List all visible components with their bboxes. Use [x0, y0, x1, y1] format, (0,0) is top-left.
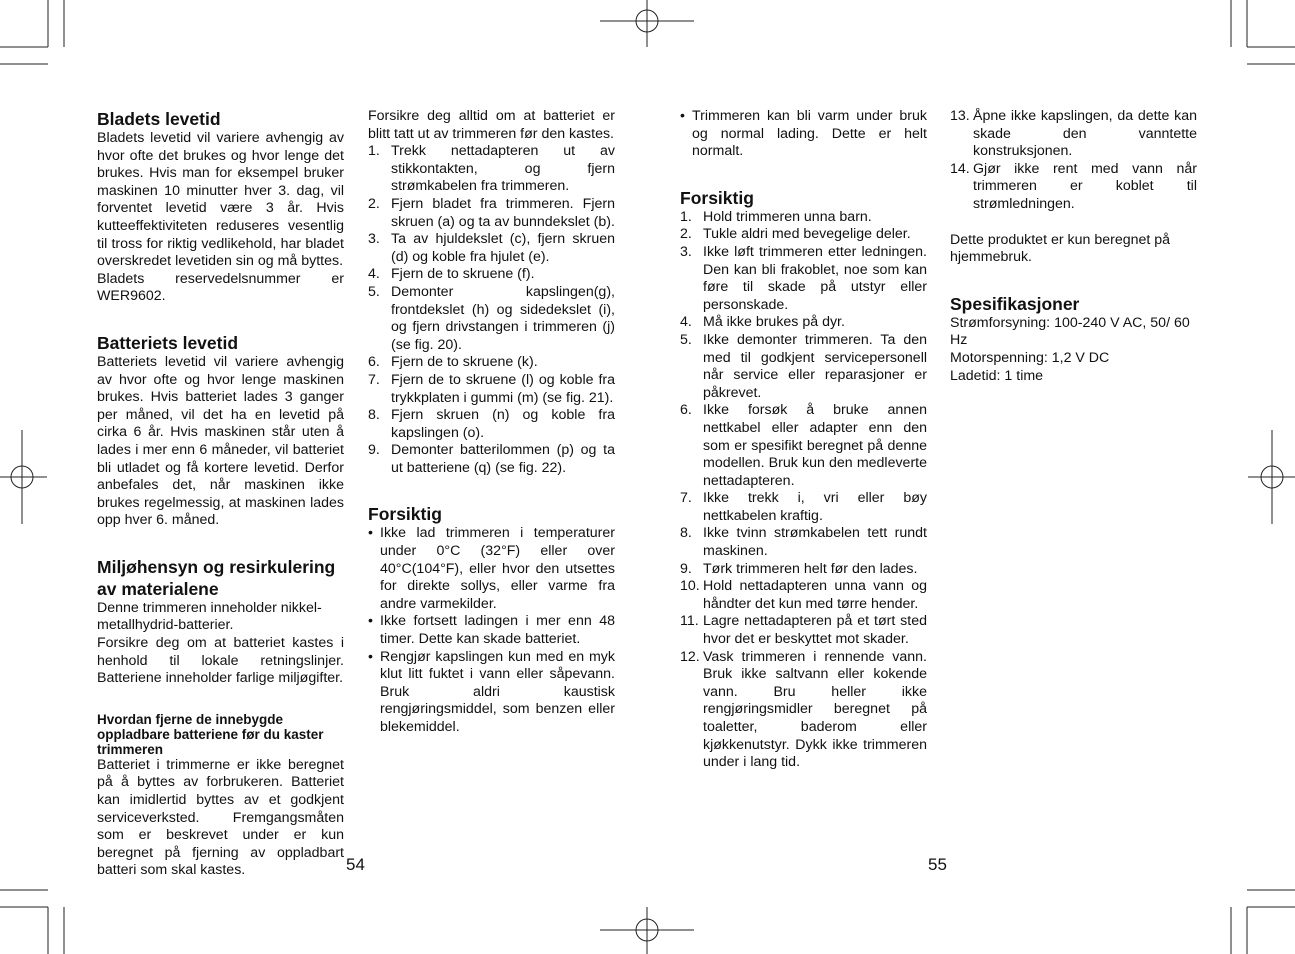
step-number: 7. — [368, 371, 380, 388]
list-item — [680, 649, 927, 772]
step-number: 2. — [368, 195, 380, 212]
list-item — [680, 613, 927, 648]
column-1 — [97, 108, 344, 880]
step-number: 8. — [680, 525, 692, 542]
list-item — [680, 402, 927, 490]
step-text: Ikke forsøk å bruke annen nettkabel eller adapter enn den som er spesifikt beregnet på denne modellen. Bruk kun den medleverte nettadapteren. — [703, 402, 927, 489]
section-title-caution: Forsiktig — [368, 504, 442, 525]
list-item — [368, 231, 615, 266]
bullet-mark: • — [368, 525, 373, 542]
list-item — [950, 161, 1197, 214]
subsection-title-remove-batteries: Hvordan fjerne de innebygde oppladbare batteriene før du kaster trimmeren — [97, 711, 324, 757]
step-number: 6. — [368, 354, 380, 371]
page-number-right: 55 — [928, 855, 947, 874]
paragraph: Denne trimmeren inneholder nikkel-metallhydrid-batterier. — [97, 599, 322, 634]
step-number: 5. — [368, 283, 380, 300]
bullet-mark: • — [368, 613, 373, 630]
paragraph: Bladets reservedelsnummer er WER9602. — [97, 270, 344, 305]
spec-power-supply: Strømforsyning: 100-240 V AC, 50/ 60 Hz — [950, 314, 1190, 349]
step-text: Lagre nettadapteren på et tørt sted hvor det er beskyttet mot skader. — [703, 613, 927, 648]
list-item — [680, 226, 927, 244]
step-number: 2. — [680, 226, 692, 243]
list-item — [368, 525, 615, 613]
step-text: Åpne ikke kapslingen, da dette kan skade den vanntette konstruksjonen. — [973, 108, 1197, 160]
paragraph: Forsikre deg alltid om at batteriet er blitt tatt ut av trimmeren før den kastes. — [368, 108, 615, 142]
step-number: 9. — [368, 442, 380, 459]
list-item — [680, 244, 927, 314]
paragraph: Forsikre deg om at batteriet kastes i henhold til lokale retningslinjer. Batteriene inneholder farlige miljøgifter. — [97, 635, 344, 687]
page-number-left: 54 — [346, 855, 365, 874]
step-text: Hold nettadapteren unna vann og håndter det kun med tørre hender. — [703, 578, 927, 612]
section-title-caution: Forsiktig — [680, 187, 754, 208]
step-number: 12. — [680, 648, 700, 665]
paragraph: Batteriets levetid vil variere avhengig av hvor ofte og hvor lenge maskinen brukes. Hvis batteriet lades 3 ganger per måned, vil det ha en levetid på cirka 6 år. Hvis maskinen står uten å lades i mer enn 6 måneder, vil batteriet bli utladet og få kortere levetid. Derfor anbefales det, når maskinen ikke brukes regelmessig, at maskinen lades opp hver 6. måned. — [97, 353, 344, 529]
paragraph: Bladets levetid vil variere avhengig av hvor ofte det brukes og hvor lenge det brukes. Hvis man for eksempel bruker maskinen 10 minutter hver 3. dag, vil forventet levetid være 3 år. Hvis kutteeffektiviteten reduseres vesentlig til tross for riktig vedlikehold, har bladet overskredet levetiden sin og må byttes. — [97, 130, 344, 270]
step-number: 1. — [680, 208, 692, 225]
step-text: Fjern skruen (n) og koble fra kapslingen (o). — [391, 407, 615, 441]
step-number: 5. — [680, 331, 692, 348]
list-item — [680, 490, 927, 525]
step-number: 8. — [368, 407, 380, 424]
list-item — [950, 108, 1197, 161]
step-number: 10. — [680, 578, 700, 595]
list-item — [368, 354, 615, 372]
bullet-text: Ikke fortsett ladingen i mer enn 48 timer. Dette kan skade batteriet. — [380, 613, 615, 648]
step-number: 1. — [368, 143, 380, 160]
caution-bullet-list-continued — [680, 108, 927, 161]
step-text: Vask trimmeren i rennende vann. Bruk ikke saltvann eller kokende vann. Bru heller ikke rengjøringsmidler beregnet på toaletter, baderom eller kjøkkenutstyr. Dykk ikke trimmeren under i lang tid. — [703, 648, 927, 771]
list-item — [680, 561, 927, 579]
step-text: Fjern de to skruene (k). — [391, 354, 538, 371]
list-item — [368, 143, 615, 196]
section-title-environment: Miljøhensyn og resirkulering av materialene — [97, 556, 336, 599]
section-title-blade-life: Bladets levetid — [97, 109, 221, 129]
step-text: Ikke trekk i, vri eller bøy nettkabelen kraftig. — [703, 490, 927, 524]
step-number: 3. — [680, 243, 692, 260]
list-item — [368, 442, 615, 477]
step-text: Fjern de to skruene (f). — [391, 266, 535, 283]
step-number: 9. — [680, 560, 692, 577]
spec-charging-time: Ladetid: 1 time — [950, 367, 1044, 384]
step-text: Fjern de to skruene (l) og koble fra trykkplaten i gummi (m) (se fig. 21). — [391, 371, 615, 406]
list-item — [680, 332, 927, 402]
list-item — [680, 314, 927, 332]
list-item — [368, 196, 615, 231]
step-text: Gjør ikke rent med vann når trimmeren er koblet til strømledningen. — [973, 160, 1197, 212]
step-text: Fjern bladet fra trimmeren. Fjern skruen (a) og ta av bunndekslet (b). — [391, 195, 615, 230]
step-text: Ikke løft trimmeren etter ledningen. Den kan bli frakoblet, noe som kan føre til skade på utstyr eller personskade. — [703, 243, 927, 313]
step-text: Ta av hjuldekslet (c), fjern skruen (d) og koble fra hjulet (e). — [391, 231, 615, 265]
step-number: 6. — [680, 402, 692, 419]
step-text: Trekk nettadapteren ut av stikkontakten, og fjern strømkabelen fra trimmeren. — [391, 143, 615, 195]
step-text: Tukle aldri med bevegelige deler. — [703, 226, 911, 243]
step-number: 4. — [680, 314, 692, 331]
bullet-text: Ikke lad trimmeren i temperaturer under 0°C (32°F) eller over 40°C(104°F), eller hvor den utsettes for direkte sollys, eller varme fra andre varmekilder. — [380, 525, 615, 612]
paragraph: Dette produktet er kun beregnet på hjemmebruk. — [950, 231, 1171, 266]
list-item — [680, 209, 927, 227]
list-item — [368, 407, 615, 442]
bullet-text: Trimmeren kan bli varm under bruk og normal lading. Dette er helt normalt. — [692, 108, 927, 160]
step-number: 3. — [368, 231, 380, 248]
step-number: 13. — [950, 108, 970, 124]
bullet-mark: • — [680, 108, 685, 124]
bullet-mark: • — [368, 648, 373, 665]
list-item — [368, 372, 615, 407]
step-text: Demonter batterilommen (p) og ta ut batteriene (q) (se fig. 22). — [391, 442, 615, 476]
step-text: Tørk trimmeren helt før den lades. — [703, 560, 918, 577]
list-item — [680, 578, 927, 613]
step-text: Ikke demonter trimmeren. Ta den med til godkjent servicepersonell når service eller reparasjoner er påkrevet. — [703, 331, 927, 401]
list-item — [680, 525, 927, 560]
spec-motor-voltage: Motorspenning: 1,2 V DC — [950, 349, 1110, 366]
list-item — [368, 649, 615, 737]
list-item — [680, 108, 927, 161]
list-item — [368, 284, 615, 354]
removal-steps-list — [368, 143, 615, 477]
column-2 — [368, 108, 615, 737]
caution-steps-list-continued — [950, 108, 1197, 214]
step-text: Ikke tvinn strømkabelen tett rundt maskinen. — [703, 525, 927, 560]
step-text: Demonter kapslingen(g), frontdekslet (h) og sidedekslet (i), og fjern drivstangen i trimmeren (j) (se fig. 20). — [391, 283, 615, 353]
section-title-specifications: Spesifikasjoner — [950, 293, 1080, 314]
step-text: Må ikke brukes på dyr. — [703, 314, 845, 331]
section-title-battery-life: Batteriets levetid — [97, 332, 239, 353]
list-item — [368, 613, 615, 648]
step-number: 14. — [950, 160, 970, 177]
paragraph: Batteriet i trimmerne er ikke beregnet på å byttes av forbrukeren. Batteriet kan imidlertid byttes av et godkjent serviceverksted. Fremgangsmåten som er beskrevet under er kun beregnet på fjerning av oppladbart batteri som skal kastes. — [97, 756, 344, 879]
step-number: 7. — [680, 490, 692, 507]
column-4 — [950, 108, 1197, 385]
column-3 — [680, 108, 927, 772]
caution-steps-list — [680, 209, 927, 772]
step-number: 11. — [680, 613, 699, 630]
caution-bullet-list — [368, 525, 615, 736]
list-item — [368, 266, 615, 284]
bullet-text: Rengjør kapslingen kun med en myk klut litt fuktet i vann eller såpevann. Bruk aldri kaustisk rengjøringsmiddel, som benzen eller blekemiddel. — [380, 648, 615, 735]
step-text: Hold trimmeren unna barn. — [703, 208, 872, 225]
step-number: 4. — [368, 266, 380, 283]
